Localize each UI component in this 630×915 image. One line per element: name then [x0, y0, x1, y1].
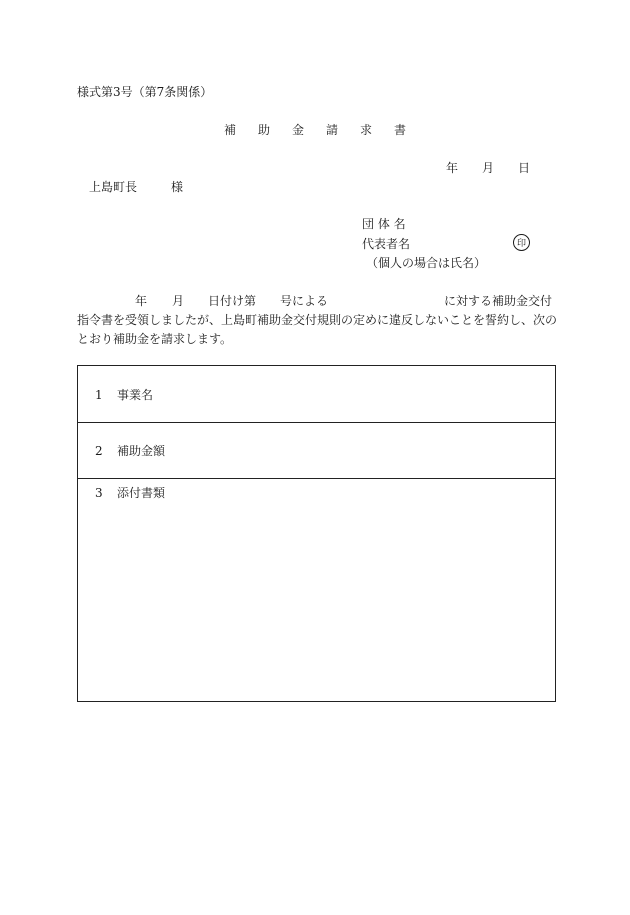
row-number: 3 [95, 486, 103, 500]
date-line [446, 162, 530, 174]
title-char: 助 [257, 123, 270, 137]
title-char: 金 [291, 123, 304, 137]
row-label [95, 389, 153, 401]
form-number: 様式第3号（第7条関係） [77, 85, 213, 99]
body-month: 月 [172, 294, 185, 308]
addressee-honorific: 様 [171, 180, 184, 194]
body-year: 年 [135, 294, 148, 308]
row-text: 補助金額 [117, 444, 166, 458]
row-text: 添付書類 [117, 486, 166, 500]
seal-icon: 印 [513, 234, 530, 251]
items-table [77, 365, 556, 702]
date-day-label: 日 [518, 161, 531, 175]
row-number: 1 [95, 388, 103, 402]
addressee [89, 181, 183, 193]
document-title [0, 124, 630, 136]
title-char: 書 [394, 123, 407, 137]
row-label [95, 487, 165, 499]
table-row [78, 366, 555, 423]
title-char: 補 [223, 123, 236, 137]
body-subsidy-for: に対する補助金交付 [444, 294, 553, 308]
table-row [78, 422, 555, 479]
representative-label: 代表者名 [362, 237, 411, 251]
body-by-no: 号による [280, 294, 329, 308]
table-row [78, 478, 555, 701]
addressee-name: 上島町長 [89, 180, 138, 194]
individual-note: （個人の場合は氏名） [366, 256, 487, 270]
row-number: 2 [95, 444, 103, 458]
title-char: 請 [326, 123, 339, 137]
date-year-label: 年 [446, 161, 459, 175]
body-line-2: 指令書を受領しましたが、上島町補助金交付規則の定めに違反しないことを誓約し、次の [77, 313, 558, 327]
body-line-3: とおり補助金を請求します。 [77, 332, 233, 346]
date-month-label: 月 [482, 161, 495, 175]
row-label [95, 445, 165, 457]
row-text: 事業名 [117, 388, 154, 402]
title-char: 求 [360, 123, 373, 137]
org-name-label: 団 体 名 [362, 217, 406, 231]
body-dated-no: 日付け第 [208, 294, 257, 308]
